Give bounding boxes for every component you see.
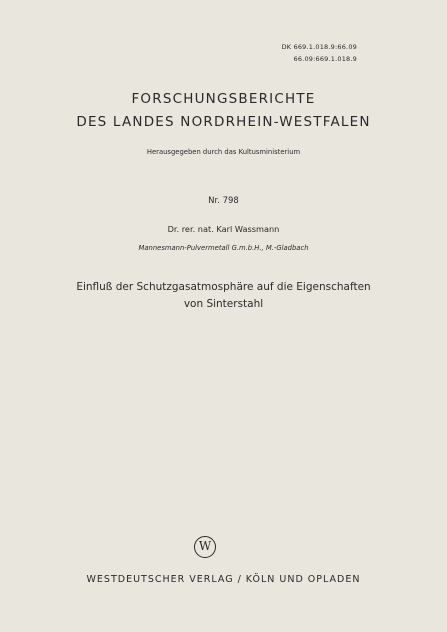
series-line-2: DES LANDES NORDRHEIN-WESTFALEN [76, 114, 371, 130]
publisher-logo-icon: W [194, 536, 216, 558]
title-line-2: von Sinterstahl [183, 298, 264, 310]
series-line-1: FORSCHUNGSBERICHTE [131, 91, 316, 107]
classification-line-1: DK 669.1.018.9:66.09 [281, 43, 357, 51]
author-name: Dr. rer. nat. Karl Wassmann [167, 224, 280, 234]
series-title [0, 88, 447, 134]
issuer-line: Herausgegeben durch das Kultusministerium [146, 148, 301, 156]
classification-line-2: 66.09:669.1.018.9 [293, 55, 357, 63]
publisher-line: WESTDEUTSCHER VERLAG / KÖLN UND OPLADEN [86, 574, 361, 585]
report-title [0, 279, 447, 313]
report-number: Nr. 798 [208, 196, 239, 206]
author-institution: Mannesmann-Pulvermetall G.m.b.H., M.-Gladbach [138, 244, 309, 252]
classification-codes [282, 41, 357, 65]
title-line-1: Einfluß der Schutzgasatmosphäre auf die Eigenschaften [76, 281, 371, 293]
